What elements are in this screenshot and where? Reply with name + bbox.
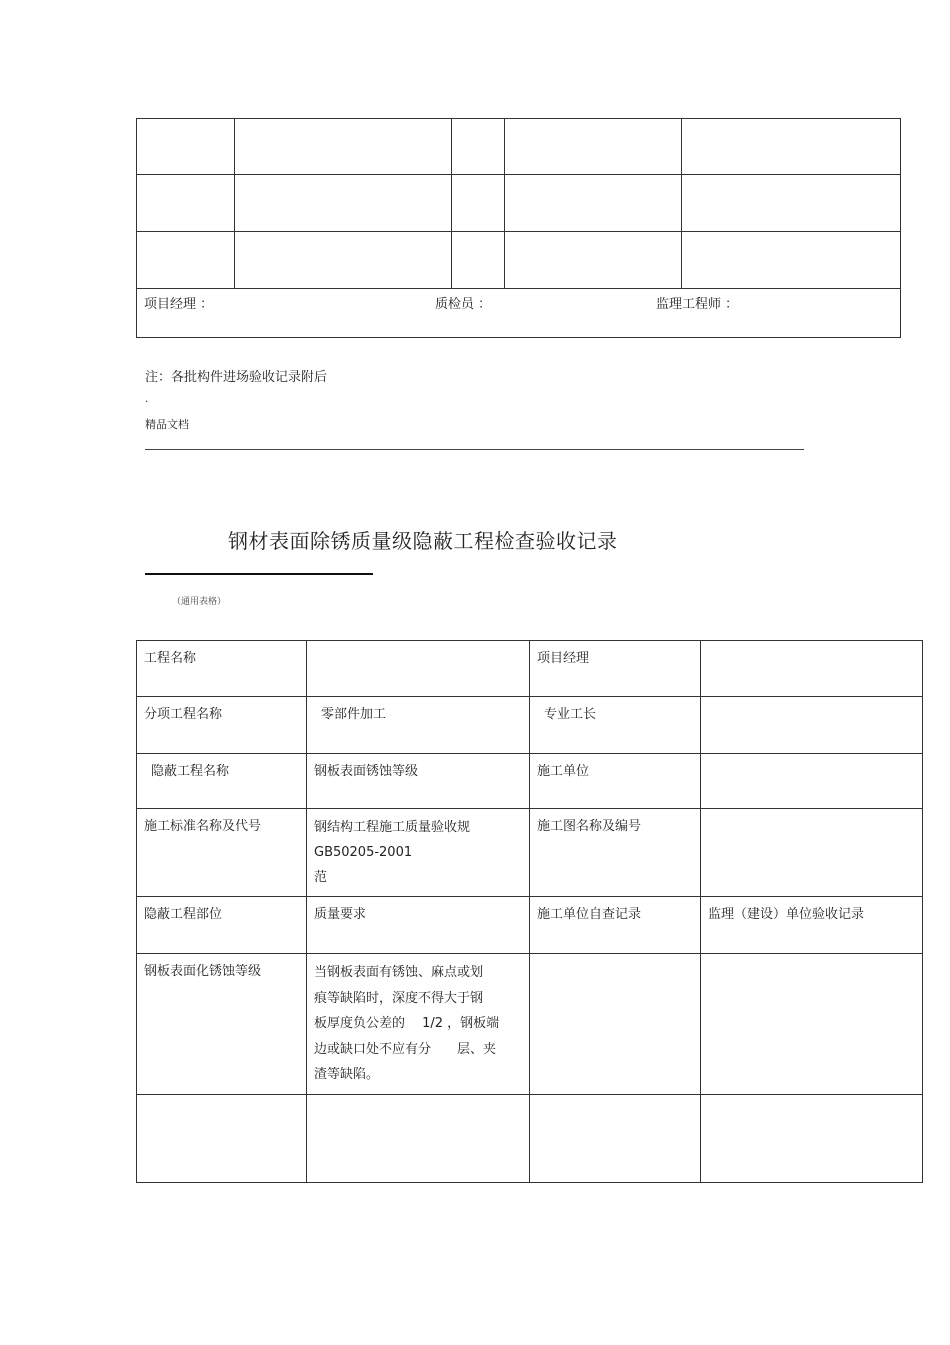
table-row — [137, 954, 923, 1095]
empty-cell — [235, 119, 452, 175]
inspection-form-table — [136, 640, 923, 1183]
table-row — [137, 809, 923, 897]
self-check-record-cell — [530, 954, 701, 1095]
empty-cell — [452, 119, 505, 175]
empty-cell — [137, 232, 235, 289]
table-row — [137, 641, 923, 697]
quality-inspector-label: 质检员 ： — [435, 297, 492, 312]
column-header: 监理（建设）单位验收记录 — [701, 897, 923, 954]
empty-cell — [137, 175, 235, 232]
form-value-cell — [701, 809, 923, 897]
form-label-cell: 施工图名称及编号 — [530, 809, 701, 897]
empty-cell — [137, 1094, 307, 1182]
table-row — [137, 232, 901, 289]
table-header-row — [137, 897, 923, 954]
signature-cell — [137, 289, 901, 338]
form-label-cell: 项目经理 — [530, 641, 701, 697]
form-value-cell: 零部件加工 — [307, 697, 530, 754]
form-value-cell — [701, 754, 923, 809]
table-row — [137, 119, 901, 175]
footer-label: 精品文档 — [145, 418, 189, 431]
empty-cell — [682, 119, 901, 175]
form-value-cell — [307, 809, 530, 897]
empty-cell — [505, 232, 682, 289]
dot-mark: . — [145, 394, 149, 405]
form-label-cell: 工程名称 — [137, 641, 307, 697]
empty-cell — [452, 175, 505, 232]
column-header: 质量要求 — [307, 897, 530, 954]
empty-cell — [235, 232, 452, 289]
form-value-cell — [307, 641, 530, 697]
supervisor-label: 监理工程师 ： — [656, 297, 739, 312]
column-header: 隐蔽工程部位 — [137, 897, 307, 954]
empty-cell — [682, 175, 901, 232]
empty-cell — [452, 232, 505, 289]
empty-cell — [307, 1094, 530, 1182]
empty-cell — [137, 119, 235, 175]
table-row — [137, 1094, 923, 1182]
form-label-cell: 分项工程名称 — [137, 697, 307, 754]
project-manager-label: 项目经理 ： — [144, 297, 214, 312]
signature-row — [137, 289, 901, 338]
table-row — [137, 697, 923, 754]
form-value-cell — [701, 697, 923, 754]
form-label-cell: 施工标准名称及代号 — [137, 809, 307, 897]
top-table — [136, 118, 901, 338]
empty-cell — [682, 232, 901, 289]
empty-cell — [505, 119, 682, 175]
empty-cell — [530, 1094, 701, 1182]
quality-requirement-cell: 当钢板表面有锈蚀、麻点或划 痕等缺陷时，深度不得大于钢 板厚度负公差的 1/2 ，钢板端 边或缺口处不应有分 层、夹 渣等缺陷。 — [307, 954, 530, 1095]
empty-cell — [701, 1094, 923, 1182]
standard-code-line: GB50205-2001 — [314, 845, 413, 860]
page-divider — [145, 449, 804, 450]
standard-name-line: 钢结构工程施工质量验收规 — [314, 820, 471, 835]
form-label-cell: 专业工长 — [530, 697, 701, 754]
form-label-cell: 施工单位 — [530, 754, 701, 809]
form-value-cell: 钢板表面锈蚀等级 — [307, 754, 530, 809]
note-text: 注：各批构件进场验收记录附后 — [145, 370, 328, 385]
standard-name-tail: 范 — [314, 870, 328, 885]
table-row — [137, 754, 923, 809]
document-subtitle: （通用表格） — [172, 597, 227, 607]
form-label-cell: 隐蔽工程名称 — [137, 754, 307, 809]
table-row — [137, 175, 901, 232]
title-underline — [145, 573, 373, 575]
inspection-item-cell: 钢板表面化锈蚀等级 — [137, 954, 307, 1095]
form-value-cell — [701, 641, 923, 697]
document-title: 钢材表面除锈质量级隐蔽工程检查验收记录 — [228, 529, 618, 553]
column-header: 施工单位自查记录 — [530, 897, 701, 954]
supervision-record-cell — [701, 954, 923, 1095]
empty-cell — [235, 175, 452, 232]
empty-cell — [505, 175, 682, 232]
